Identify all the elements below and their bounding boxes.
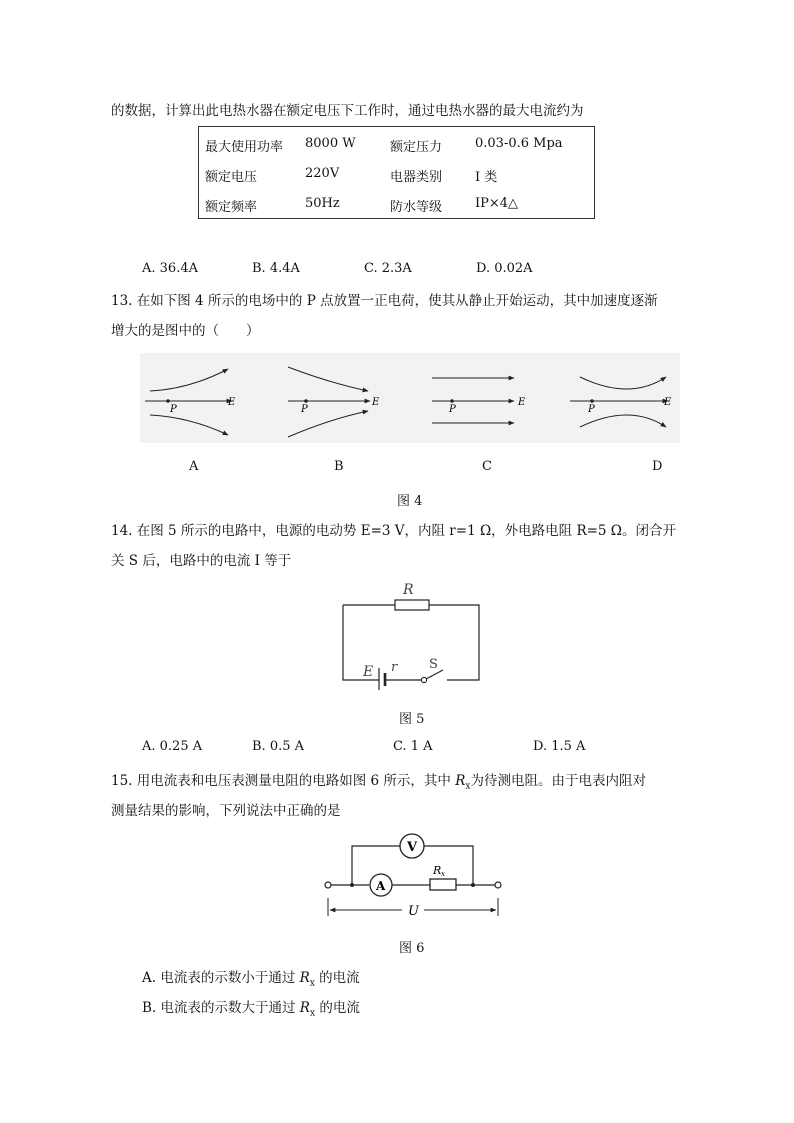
- q15-rx-var: R: [455, 773, 466, 789]
- spec-value: 220V: [305, 166, 340, 181]
- q14-option-b: B. 0.5 A: [252, 739, 305, 754]
- figure-6-caption: 图 6: [399, 941, 425, 956]
- q12-option-c: C. 2.3A: [364, 261, 412, 276]
- panel-d-point-label: P: [588, 404, 595, 415]
- figure-4-svg: [140, 353, 680, 443]
- q12-option-b: B. 4.4A: [252, 261, 300, 276]
- panel-c-field-lines: [432, 378, 514, 423]
- voltmeter-label: V: [407, 840, 418, 855]
- spec-key: 电器类别: [390, 170, 443, 185]
- panel-label-d: D: [652, 459, 663, 474]
- figure-6-labels: [320, 828, 505, 920]
- q15-option-b-var: R: [299, 1000, 310, 1016]
- q12-option-d: D. 0.02A: [476, 261, 533, 276]
- q15-option-a-var: R: [299, 970, 310, 986]
- spec-value: IP×4△: [475, 196, 519, 211]
- resistor-label: R: [403, 582, 414, 598]
- q15-option-a-pre: A. 电流表的示数小于通过: [142, 970, 300, 986]
- q14-line1: 14. 在图 5 所示的电路中，电源的电动势 E=3 V，内阻 r=1 Ω，外电路电阻 R=5 Ω。闭合开: [111, 523, 676, 539]
- q12-option-a: A. 36.4A: [142, 261, 198, 276]
- panel-a-field-lines: [145, 369, 232, 435]
- q15-option-a-post: 的电流: [314, 970, 360, 986]
- panel-c-point-label: P: [449, 404, 456, 415]
- q14-line2: 关 S 后，电路中的电流 I 等于: [111, 553, 292, 569]
- figure-5-caption: 图 5: [399, 712, 425, 727]
- q14-option-d: D. 1.5 A: [533, 739, 586, 754]
- emf-label: E: [363, 664, 374, 680]
- spec-key: 最大使用功率: [205, 140, 284, 155]
- panel-a-point-label: P: [170, 404, 177, 415]
- spec-value: 8000 W: [305, 136, 356, 151]
- panel-b-field-label: E: [372, 397, 380, 408]
- spec-table: [198, 126, 595, 219]
- q15-option-b-sub: x: [309, 1008, 316, 1019]
- rx-label-sub: x: [441, 870, 445, 878]
- q15-line2: 测量结果的影响，下列说法中正确的是: [111, 803, 341, 819]
- spec-value: 50Hz: [305, 196, 340, 211]
- ammeter-label: A: [376, 879, 386, 893]
- panel-label-a: A: [189, 459, 199, 474]
- q15-option-b: [142, 998, 360, 1024]
- figure-5-labels: [335, 578, 485, 693]
- spec-key: 额定压力: [390, 140, 443, 155]
- switch-label: S: [429, 657, 438, 672]
- q13-line1: 13. 在如下图 4 所示的电场中的 P 点放置一正电荷，使其从静止开始运动，其中加速度逐渐: [111, 293, 658, 309]
- q15-option-a-sub: x: [309, 978, 315, 989]
- q12-intro: 的数据，计算出此电热水器在额定电压下工作时，通过电热水器的最大电流约为: [111, 103, 584, 119]
- q14-option-c: C. 1 A: [393, 739, 433, 754]
- panel-d-field-lines: [570, 377, 668, 427]
- rx-label: R: [433, 864, 442, 877]
- spec-key: 额定频率: [205, 200, 258, 215]
- q13-line2: 增大的是图中的（ ）: [111, 323, 260, 339]
- q15-line1-start: 15. 用电流表和电压表测量电阻的电路如图 6 所示，其中: [111, 773, 456, 789]
- q14-option-a: A. 0.25 A: [142, 739, 203, 754]
- q15-line1-end: 为待测电阻。由于电表内阻对: [470, 773, 646, 789]
- panel-c-field-label: E: [518, 397, 526, 408]
- q15-rx-sub: x: [465, 781, 471, 792]
- panel-label-b: B: [334, 459, 344, 474]
- panel-a-field-label: E: [228, 397, 236, 408]
- panel-b-point-label: P: [301, 404, 308, 415]
- q15-line1: [111, 771, 646, 797]
- internal-resistance-label: r: [391, 660, 398, 675]
- panel-label-c: C: [482, 459, 492, 474]
- panel-b-field-lines: [288, 367, 370, 437]
- panel-d-field-label: E: [664, 397, 672, 408]
- spec-key: 防水等级: [390, 200, 443, 215]
- figure-4-caption: 图 4: [397, 494, 423, 509]
- voltage-label: U: [408, 904, 419, 919]
- q15-option-b-pre: B. 电流表的示数大于通过: [142, 1000, 300, 1016]
- spec-value: I 类: [475, 170, 498, 185]
- spec-value: 0.03-0.6 Mpa: [475, 136, 563, 151]
- figure-4: [140, 353, 680, 443]
- q15-option-b-post: 的电流: [315, 1000, 360, 1016]
- q15-option-a: [142, 968, 360, 994]
- spec-key: 额定电压: [205, 170, 258, 185]
